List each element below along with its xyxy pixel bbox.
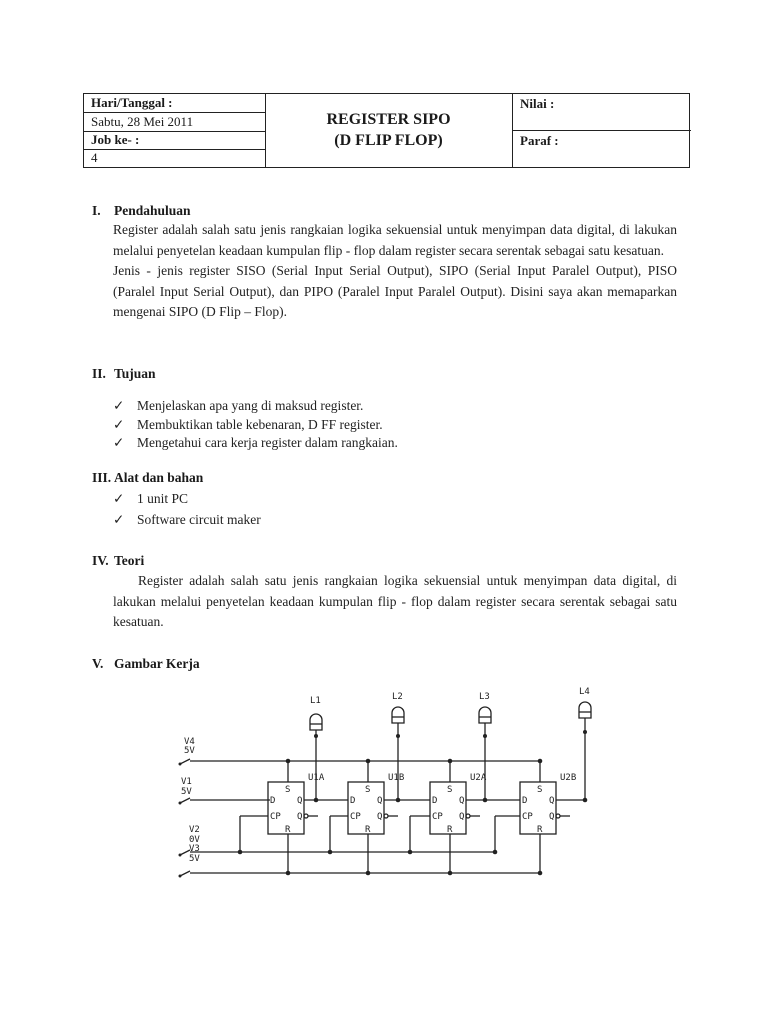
check-mark-icon: ✓ [113,398,125,413]
pin-qbar: Q [297,812,303,822]
pin-d: D [270,796,276,806]
pin-cp: CP [270,812,281,822]
check-mark-icon: ✓ [113,435,125,450]
pin-q: Q [297,796,303,806]
pin-qbar: Q [459,812,465,822]
pin-cp: CP [432,812,443,822]
source-v2-value: 0V [189,835,200,845]
lamp-l3-label: L3 [479,692,490,702]
list-item: ✓ Menjelaskan apa yang di maksud register. [113,397,398,416]
pin-cp: CP [522,812,533,822]
check-mark-icon: ✓ [113,491,125,506]
flipflop-u1b-label: U1B [388,773,405,783]
section-pendahuluan-body [113,220,677,323]
section-gambar-heading: V. Gambar Kerja [92,656,200,671]
flipflop-u2b-label: U2B [560,773,577,783]
pin-d: D [432,796,438,806]
source-v1-name: V1 [181,777,192,787]
list-item: ✓ 1 unit PC [113,490,261,509]
section-teori-heading: IV. Teori [92,553,145,568]
pin-s: S [365,785,371,795]
pin-r: R [285,825,291,835]
source-v4-name: V4 [184,737,195,747]
page-title-line1: REGISTER SIPO [326,111,451,128]
source-v3-value: 5V [189,854,200,864]
pin-s: S [537,785,543,795]
lamp-l2-label: L2 [392,692,403,702]
page-title-line2: (D FLIP FLOP) [334,132,443,149]
paragraph: Register adalah salah satu jenis rangkaian logika sekuensial untuk menyimpan data digital, di lakukan melalui penyetelan keadaan kumpulan flip - flop dalam register secara serentak sebagai satu kesatuan. [113,573,677,629]
source-v2-name: V2 [189,825,200,835]
paragraph: Register adalah salah satu jenis rangkaian logika sekuensial untuk menyimpan data digital, di lakukan melalui penyetelan keadaan kumpulan flip - flop dalam register secara serentak sebagai satu kesatuan. [113,222,677,258]
lamp-l4-label: L4 [579,687,590,697]
pin-qbar: Q [549,812,555,822]
paragraph: Jenis - jenis register SISO (Serial Input Serial Output), SIPO (Serial Input Paralel Output), PISO (Paralel Input Serial Output), dan PIPO (Paralel Input Paralel Output). Disini saya akan memaparkan mengenai SIPO (D Flip – Flop). [113,263,677,319]
pin-d: D [350,796,356,806]
section-tujuan-heading: II. Tujuan [92,366,156,381]
flipflop-u2a-label: U2A [470,773,487,783]
tujuan-list [113,397,398,453]
pin-d: D [522,796,528,806]
section-pendahuluan-heading: I. Pendahuluan [92,203,191,218]
job-label: Job ke- : [91,132,140,147]
pin-cp: CP [350,812,361,822]
date-value: Sabtu, 28 Mei 2011 [91,114,194,129]
pin-q: Q [459,796,465,806]
pin-qbar: Q [377,812,383,822]
pin-q: Q [377,796,383,806]
section-alat-heading: III. Alat dan bahan [92,470,204,485]
pin-s: S [285,785,291,795]
source-v4-value: 5V [184,746,195,756]
job-value: 4 [91,150,98,165]
alat-list [113,490,261,529]
pin-r: R [365,825,371,835]
paraf-label: Paraf : [520,133,559,148]
section-teori-body [113,571,677,633]
list-item: ✓ Software circuit maker [113,511,261,530]
hari-label: Hari/Tanggal : [91,95,173,110]
header-right-column [512,94,691,167]
sipo-circuit-diagram [0,680,768,890]
pin-r: R [537,825,543,835]
header-left-column [84,94,266,167]
nilai-label: Nilai : [520,96,555,111]
list-item: ✓ Mengetahui cara kerja register dalam rangkaian. [113,434,398,453]
list-item: ✓ Membuktikan table kebenaran, D FF register. [113,416,398,435]
pin-q: Q [549,796,555,806]
source-v3-name: V3 [189,844,200,854]
check-mark-icon: ✓ [113,416,125,432]
flipflop-u1a-label: U1A [308,773,325,783]
header-table [83,93,690,168]
check-mark-icon: ✓ [113,511,125,527]
source-v1-value: 5V [181,787,192,797]
pin-s: S [447,785,453,795]
lamp-l1-label: L1 [310,696,321,706]
pin-r: R [447,825,453,835]
